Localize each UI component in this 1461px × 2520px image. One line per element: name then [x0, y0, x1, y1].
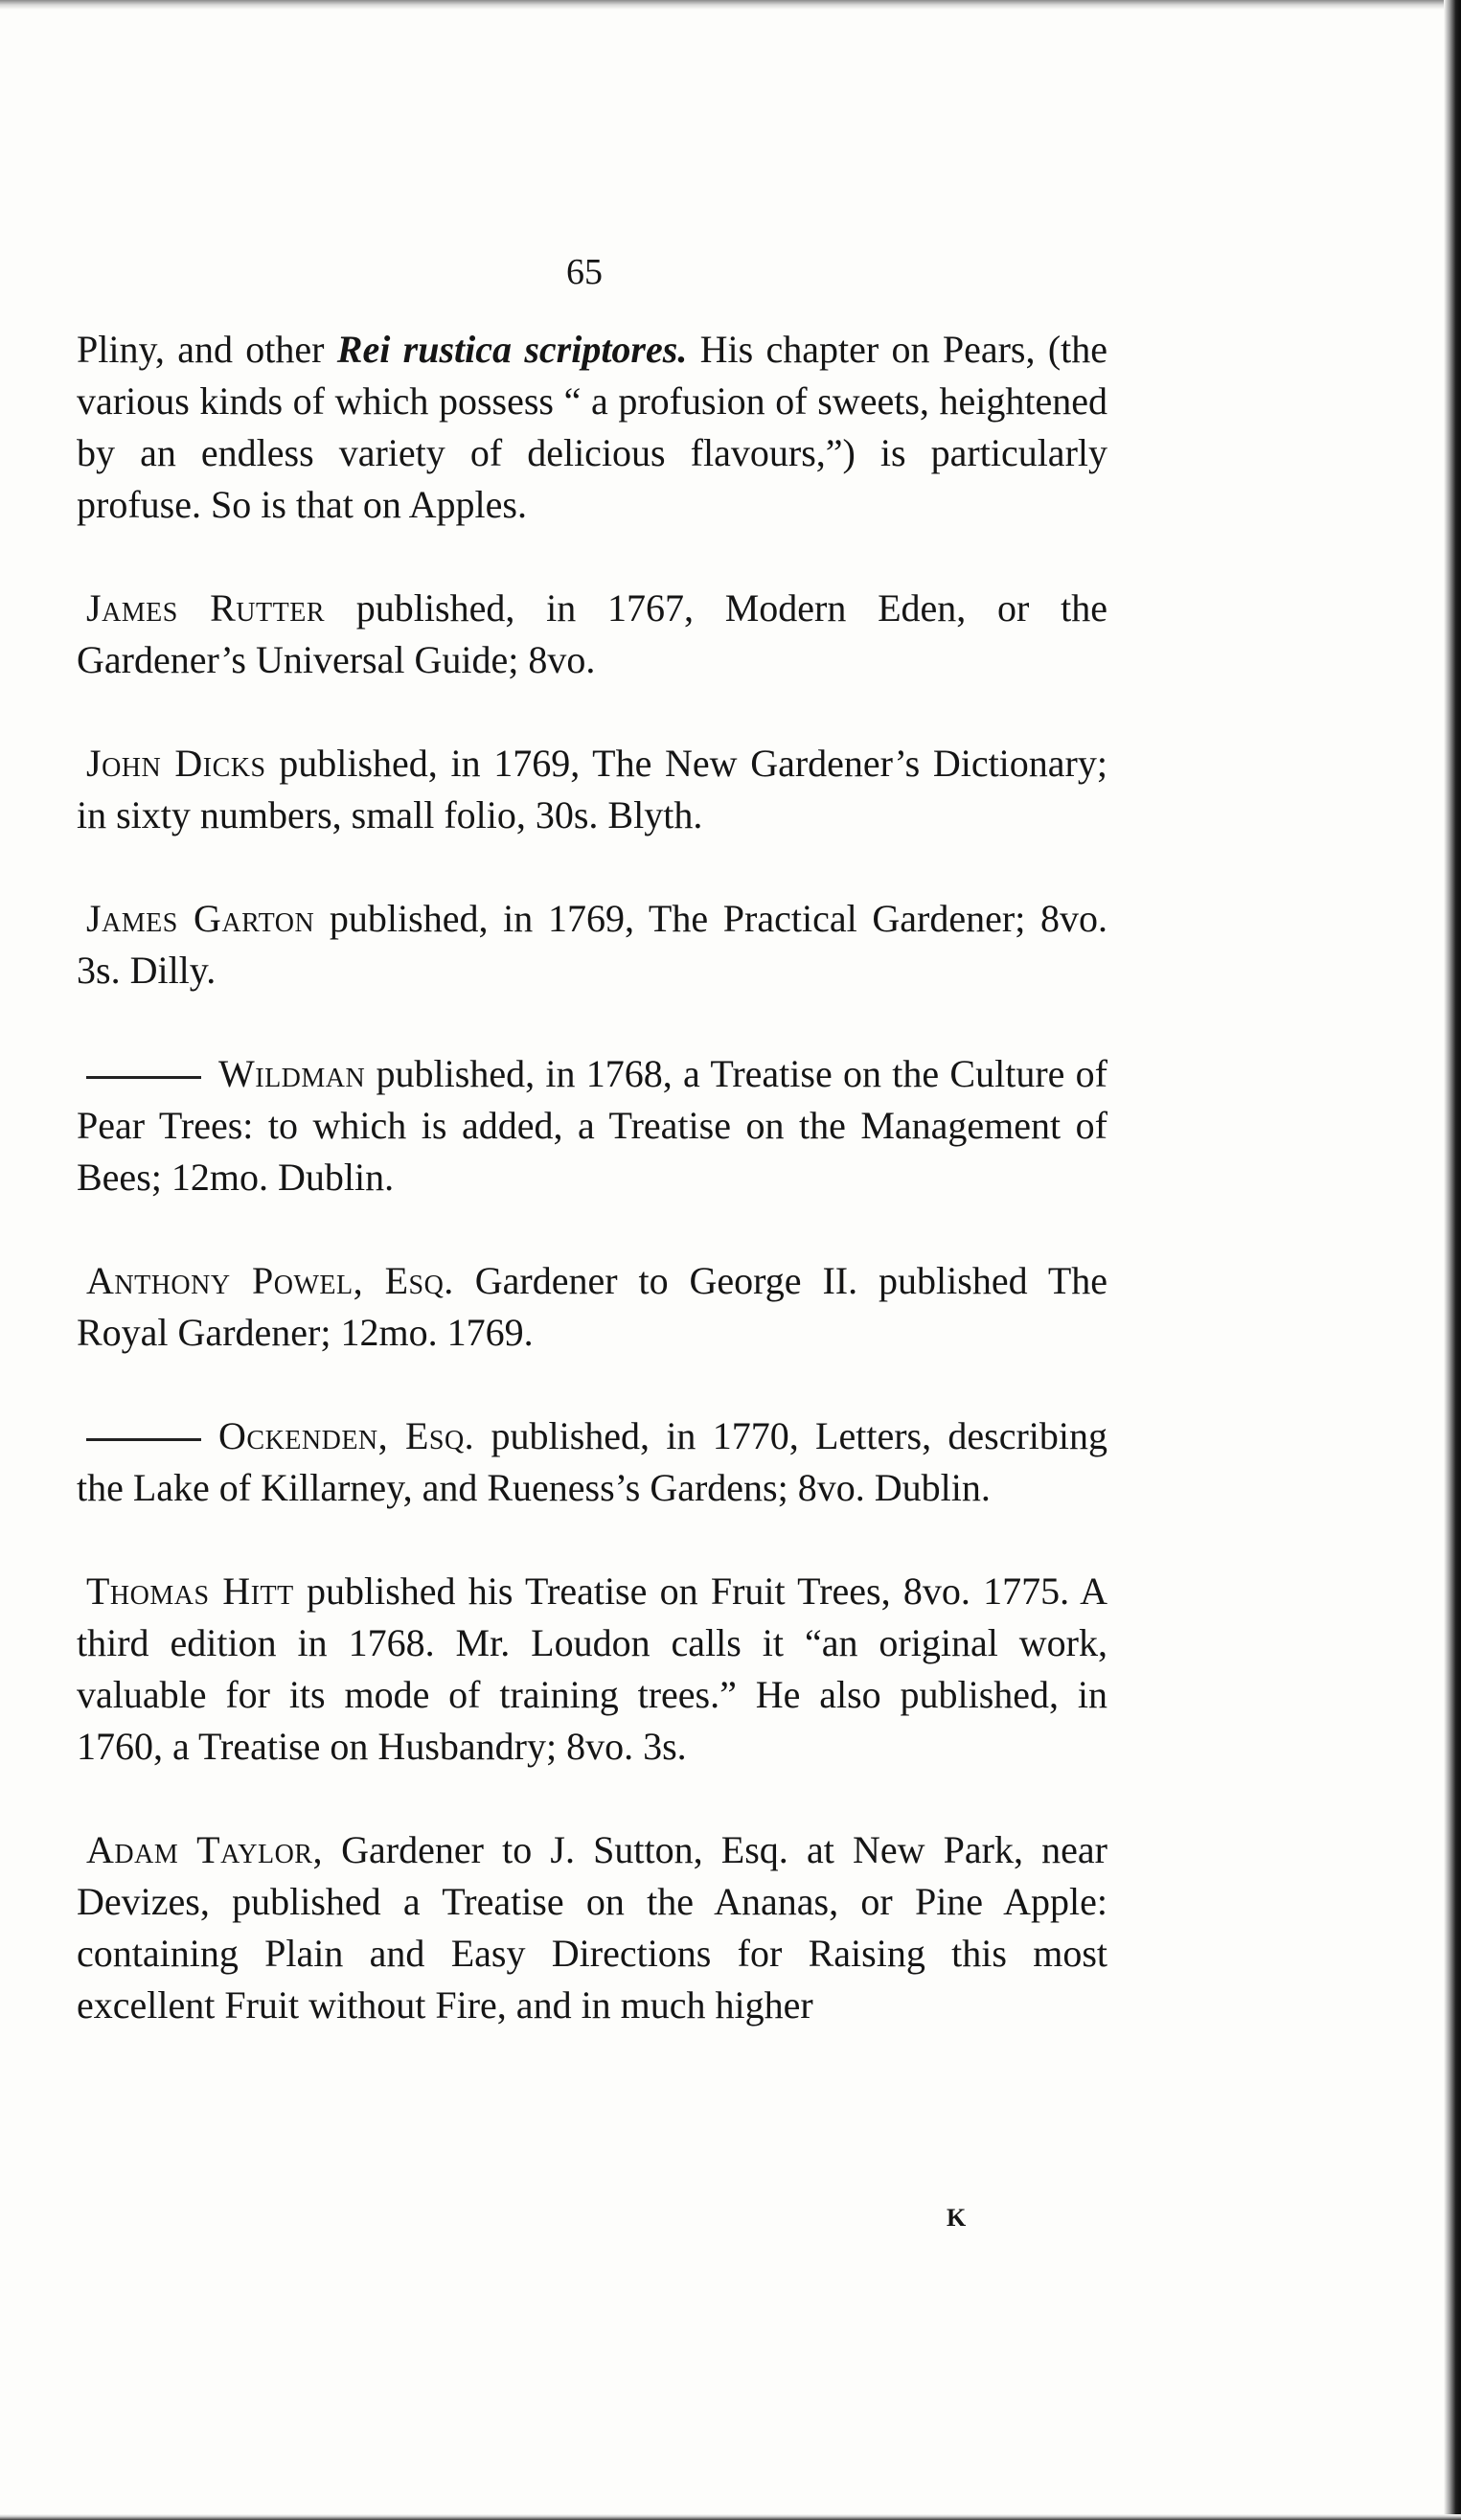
- paragraph-garton: [77, 893, 1107, 997]
- paragraph-hitt: [77, 1566, 1107, 1773]
- author-name: James Rutter: [86, 586, 326, 630]
- author-name: James Garton: [86, 897, 315, 940]
- author-name: Adam Taylor,: [86, 1828, 323, 1871]
- paragraph-text: published, in 1768, a Treatise on the Culture of Pear Trees: to which is added, a Treatise on the Management of Bees; 12mo. Dublin.: [77, 1052, 1107, 1199]
- paragraph-text: Pliny, and other: [77, 328, 337, 371]
- paragraph-taylor: [77, 1824, 1107, 2031]
- author-name: John Dicks: [86, 742, 266, 785]
- name-dash: [86, 1438, 201, 1441]
- body-text: [77, 324, 1107, 2031]
- paragraph-text: published, in 1767, Modern Eden, or the Gardener’s Universal Guide; 8vo.: [77, 586, 1107, 681]
- paragraph-text: His chapter on Pears, (the various kinds of which possess “ a profusion of sweets, heightened by an endless variety of delicious flavours,”) is particularly profuse. So is that on Apples.: [77, 328, 1108, 526]
- author-name: Ockenden, Esq.: [218, 1414, 475, 1457]
- page-top-edge: [0, 0, 1461, 10]
- paragraph-text: published his Treatise on Fruit Trees, 8vo. 1775. A third edition in 1768. Mr. Loudon calls it “an original work, valuable for its mode of training trees.” He also published, in 1760, a Treatise on Husbandry; 8vo. 3s.: [77, 1569, 1108, 1768]
- signature-mark: K: [947, 2204, 967, 2232]
- name-dash: [86, 1076, 201, 1079]
- author-name: Wildman: [218, 1052, 366, 1095]
- paragraph-wildman: [77, 1048, 1107, 1203]
- page-number: 65: [566, 252, 603, 292]
- page-bottom-edge: [0, 2514, 1461, 2520]
- italic-title: Rei rustica scriptores.: [336, 328, 688, 371]
- paragraph-text: published, in 1769, The Practical Gardener; 8vo. 3s. Dilly.: [77, 897, 1108, 992]
- paragraph-rutter: [77, 583, 1107, 686]
- author-name: Thomas Hitt: [86, 1569, 294, 1613]
- paragraph-ockenden: [77, 1410, 1107, 1514]
- paragraph-dicks: [77, 738, 1107, 841]
- author-name: Anthony Powel, Esq.: [86, 1259, 454, 1302]
- paragraph-text: published, in 1770, Letters, describing the Lake of Killarney, and Rueness’s Gardens; 8vo. Dublin.: [77, 1414, 1107, 1509]
- paragraph-text: Gardener to George II. published The Royal Gardener; 12mo. 1769.: [77, 1259, 1108, 1354]
- paragraph-text: published, in 1769, The New Gardener’s Dictionary; in sixty numbers, small folio, 30s. Blyth.: [77, 742, 1107, 836]
- paragraph-pliny: [77, 324, 1107, 531]
- page-right-edge: [1444, 0, 1461, 2520]
- paragraph-powel: [77, 1255, 1107, 1359]
- paragraph-text: Gardener to J. Sutton, Esq. at New Park, near Devizes, published a Treatise on the Ananas, or Pine Apple: containing Plain and Easy Directions for Raising this most excellent Fruit without Fire, and in much higher: [77, 1828, 1108, 2027]
